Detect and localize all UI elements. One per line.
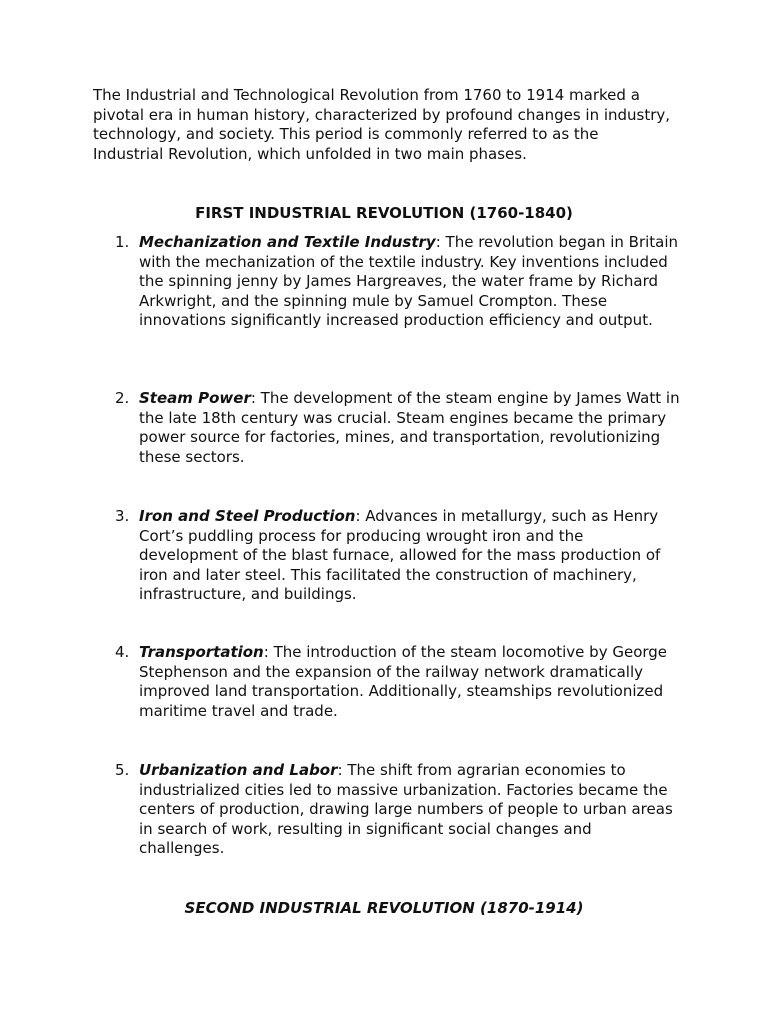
list-item-steam-power xyxy=(115,389,680,467)
list-item-term: Transportation xyxy=(139,643,264,661)
list-item-urbanization xyxy=(115,761,680,859)
list-item-body xyxy=(139,389,680,467)
list-number: 4. xyxy=(115,643,130,661)
list-item-text: : The development of the steam engine by James Watt in the late 18th century was crucial. Steam engines became the primary power source for factories, mines, and transportation, revolutionizing these sectors. xyxy=(139,389,680,466)
list-item-transportation xyxy=(115,643,680,721)
list-item-body xyxy=(139,233,680,331)
list-item-term: Urbanization and Labor xyxy=(139,761,338,779)
list-item-mechanization xyxy=(115,233,680,331)
list-item-term: Steam Power xyxy=(139,389,251,407)
list-item-text: : The shift from agrarian economies to industrialized cities led to massive urbanization. Factories became the centers of production, drawing large numbers of people to urban areas in search of work, resulting in significant social changes and challenges. xyxy=(139,761,673,858)
list-item-iron-steel xyxy=(115,507,680,605)
list-item-body xyxy=(139,761,680,859)
list-number: 5. xyxy=(115,761,130,779)
list-item-text: : The revolution began in Britain with the mechanization of the textile industry. Key inventions included the spinning jenny by James Hargreaves, the water frame by Richard Arkwright, and the spinning mule by Samuel Crompton. These innovations significantly increased production efficiency and output. xyxy=(139,233,679,330)
list-item-text: : Advances in metallurgy, such as Henry Cort’s puddling process for producing wrought iron and the development of the blast furnace, allowed for the mass production of iron and later steel. This facilitated the construction of machinery, infrastructure, and buildings. xyxy=(139,507,661,604)
list-number: 1. xyxy=(115,233,130,251)
list-item-body xyxy=(139,643,680,721)
list-item-term: Mechanization and Textile Industry xyxy=(139,233,436,251)
intro-paragraph: The Industrial and Technological Revolution from 1760 to 1914 marked a pivotal era in human history, characterized by profound changes in industry, technology, and society. This period is commonly referred to as the Industrial Revolution, which unfolded in two main phases. xyxy=(93,86,671,163)
second-revolution-heading: SECOND INDUSTRIAL REVOLUTION (1870-1914) xyxy=(184,899,584,917)
list-item-text: : The introduction of the steam locomotive by George Stephenson and the expansion of the railway network dramatically improved land transportation. Additionally, steamships revolutionized maritime travel and trade. xyxy=(139,643,668,720)
list-item-term: Iron and Steel Production xyxy=(139,507,356,525)
list-item-body xyxy=(139,507,680,605)
first-revolution-heading: FIRST INDUSTRIAL REVOLUTION (1760-1840) xyxy=(195,204,573,222)
list-number: 2. xyxy=(115,389,130,407)
list-number: 3. xyxy=(115,507,130,525)
